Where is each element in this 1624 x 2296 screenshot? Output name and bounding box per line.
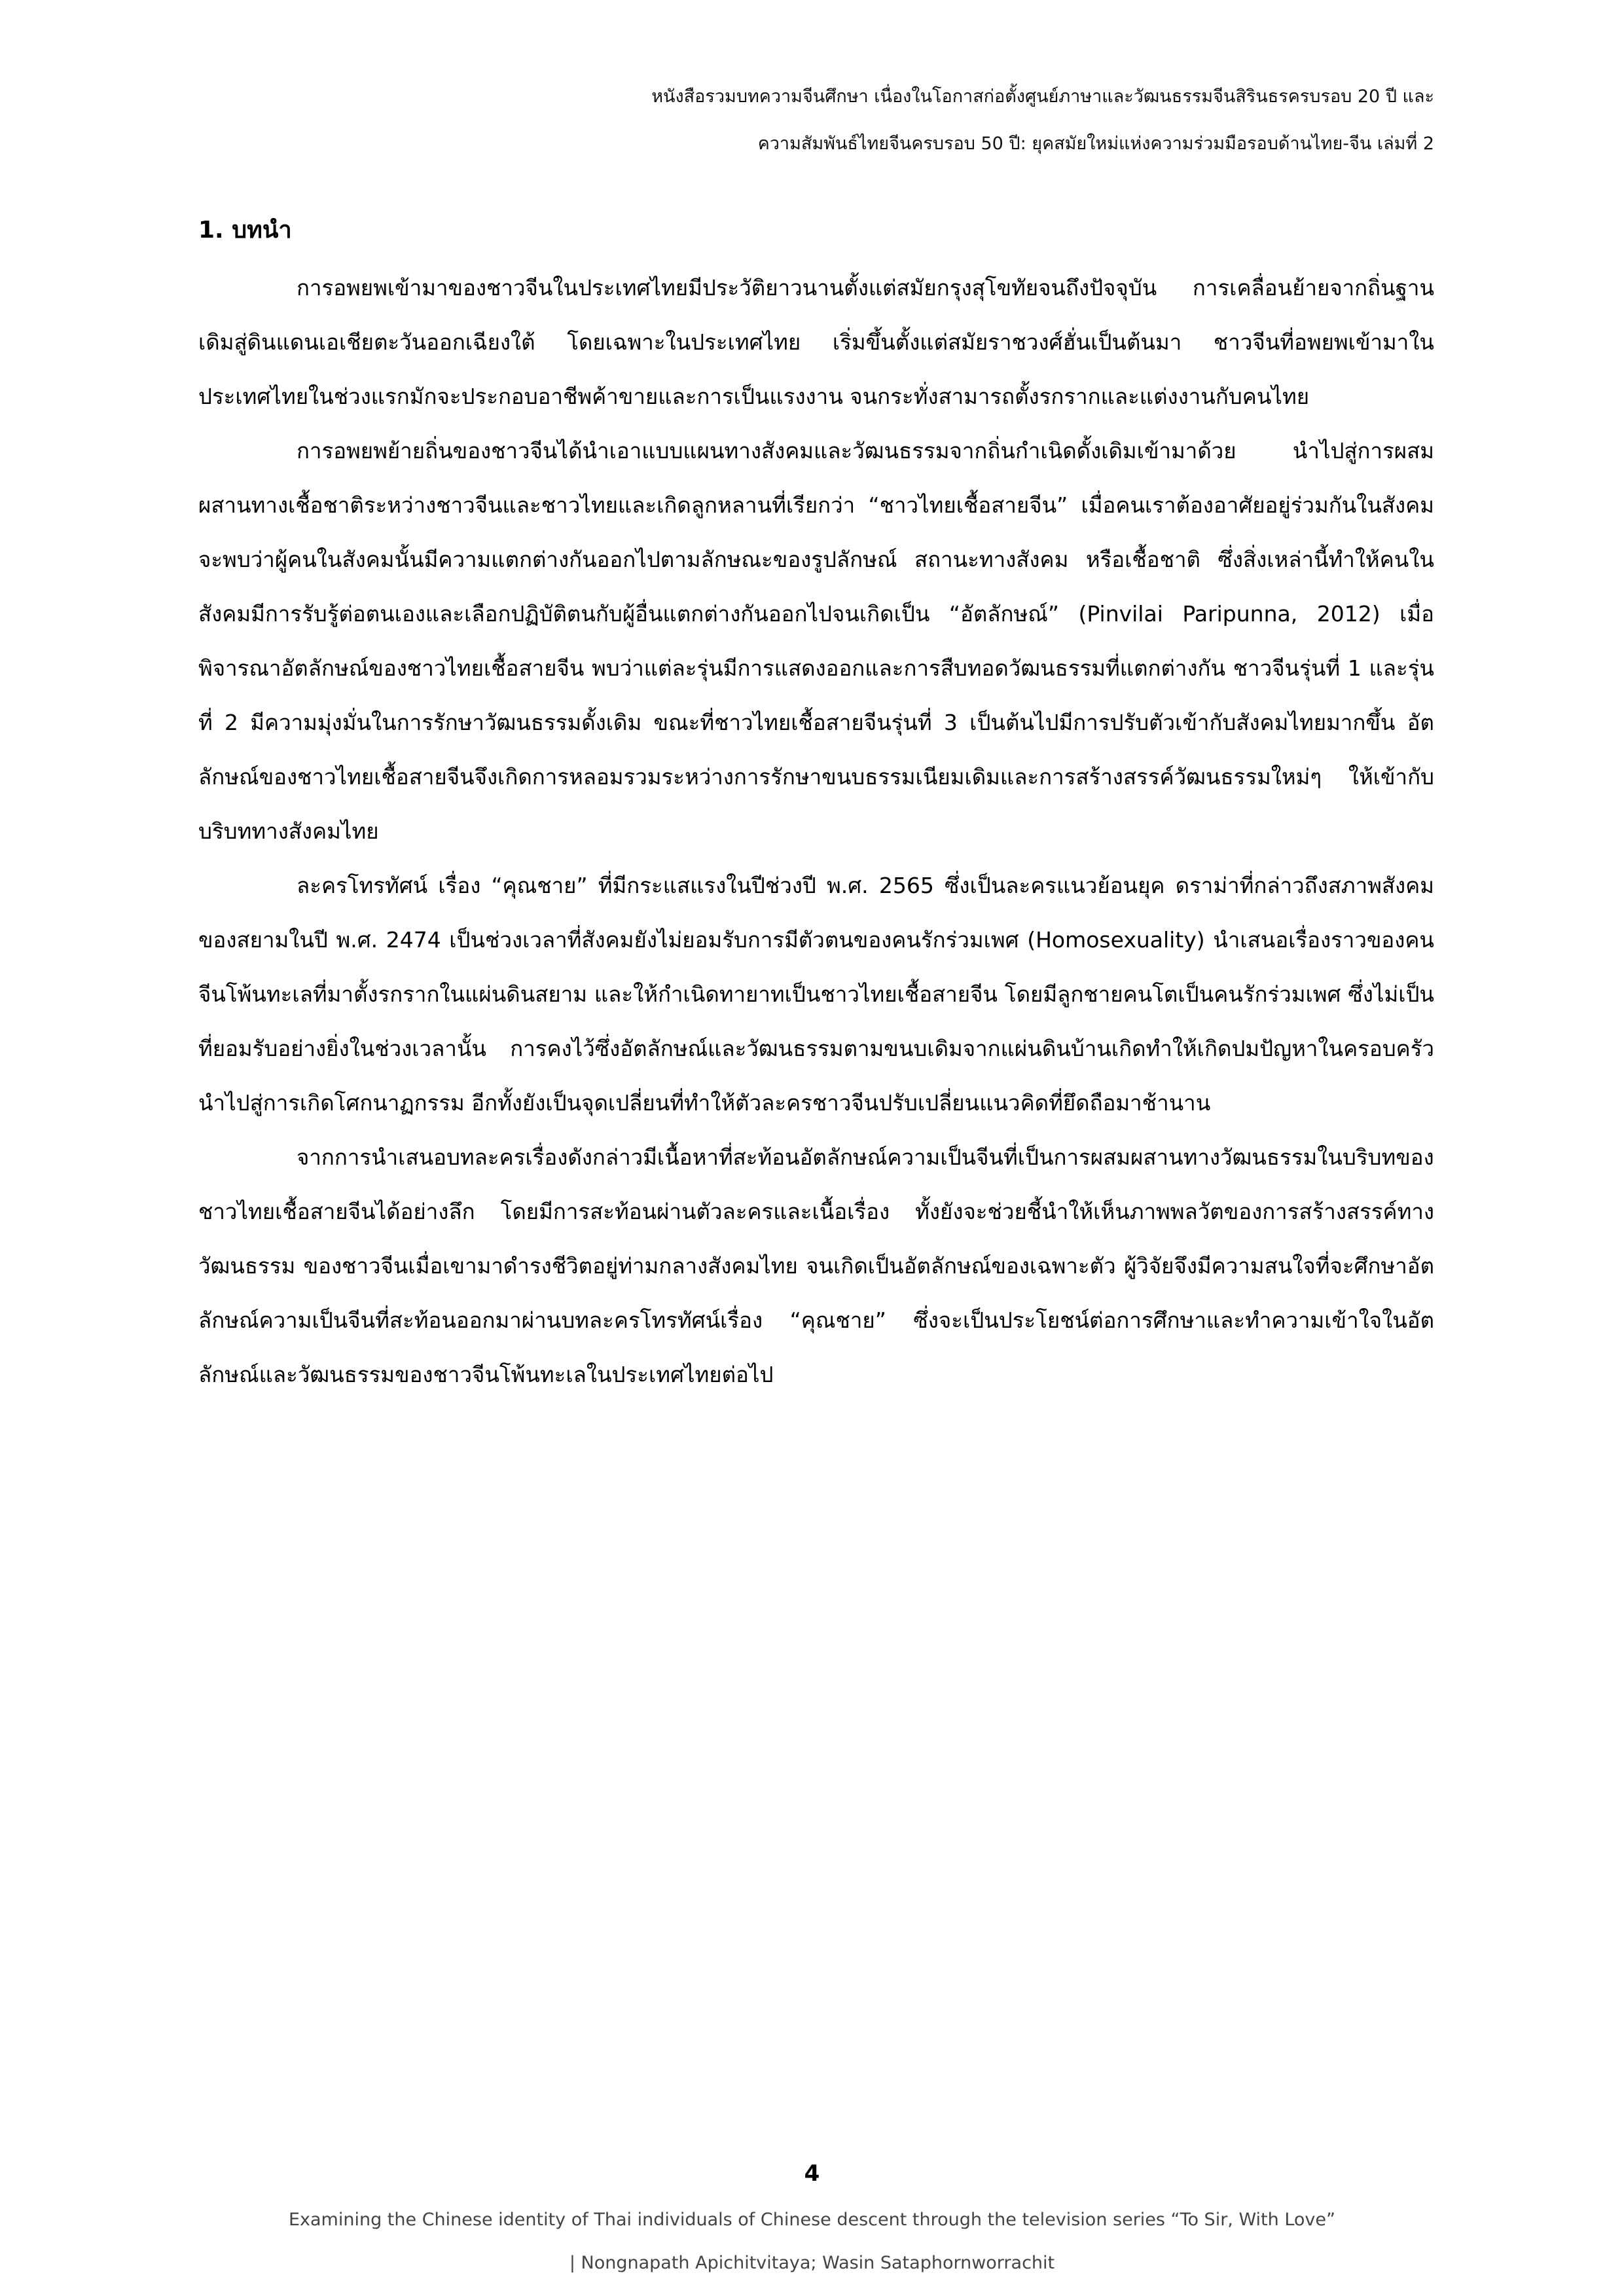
paragraph-2: การอพยพย้ายถิ่นของชาวจีนได้นำเอาแบบแผนทางสังคมและวัฒนธรรมจากถิ่นกำเนิดดั้งเดิมเข้ามาด้วย นำไปสู่การผสมผสานทางเชื้อชาติระหว่างชาวจีนและชาวไทยและเกิดลูกหลานที่เรียกว่า “ชาวไทยเชื้อสายจีน” เมื่อคนเราต้องอาศัยอยู่ร่วมกันในสังคมจะพบว่าผู้คนในสังคมนั้นมีความแตกต่างกันออกไปตามลักษณะของรูปลักษณ์ สถานะทางสังคม หรือเชื้อชาติ ซึ่งสิ่งเหล่านี้ทำให้คนในสังคมมีการรับรู้ต่อตนเองและเลือกปฏิบัติตนกับผู้อื่นแตกต่างกันออกไปจนเกิดเป็น “อัตลักษณ์” (Pinvilai Paripunna, 2012) เมื่อพิจารณาอัตลักษณ์ของชาวไทยเชื้อสายจีน พบว่าแต่ละรุ่นมีการแสดงออกและการสืบทอดวัฒนธรรมที่แตกต่างกัน ชาวจีนรุ่นที่ 1 และรุ่นที่ 2 มีความมุ่งมั่นในการรักษาวัฒนธรรมดั้งเดิม ขณะที่ชาวไทยเชื้อสายจีนรุ่นที่ 3 เป็นต้นไปมีการปรับตัวเข้ากับสังคมไทยมากขึ้น อัตลักษณ์ของชาวไทยเชื้อสายจีนจึงเกิดการหลอมรวมระหว่างการรักษาขนบธรรมเนียมเดิมและการสร้างสรรค์วัฒนธรรมใหม่ๆ ให้เข้ากับบริบททางสังคมไทย [198, 438, 1434, 844]
paragraph-1: การอพยพเข้ามาของชาวจีนในประเทศไทยมีประวัติยาวนานตั้งแต่สมัยกรุงสุโขทัยจนถึงปัจจุบัน การเคลื่อนย้ายจากถิ่นฐานเดิมสู่ดินแดนเอเชียตะวันออกเฉียงใต้ โดยเฉพาะในประเทศไทย เริ่มขึ้นตั้งแต่สมัยราชวงศ์ฮั่นเป็นต้นมา ชาวจีนที่อพยพเข้ามาในประเทศไทยในช่วงแรกมักจะประกอบอาชีพค้าขายและการเป็นแรงงาน จนกระทั่งสามารถตั้งรกรากและแต่งงานกับคนไทย [198, 275, 1434, 409]
page-number: 4 [804, 2160, 820, 2187]
page-footer [0, 2198, 1624, 2285]
running-header-line-1: หนังสือรวมบทความจีนศึกษา เนื่องในโอกาสก่อตั้งศูนย์ภาษาและวัฒนธรรมจีนสิรินธรครบรอบ 20 ปี และ [651, 86, 1434, 107]
paragraph-3: ละครโทรทัศน์ เรื่อง “คุณชาย” ที่มีกระแสแรงในปีช่วงปี พ.ศ. 2565 ซึ่งเป็นละครแนวย้อนยุค ดราม่าที่กล่าวถึงสภาพสังคมของสยามในปี พ.ศ. 2474 เป็นช่วงเวลาที่สังคมยังไม่ยอมรับการมีตัวตนของคนรักร่วมเพศ (Homosexuality) นำเสนอเรื่องราวของคนจีนโพ้นทะเลที่มาตั้งรกรากในแผ่นดินสยาม และให้กำเนิดทายาทเป็นชาวไทยเชื้อสายจีน โดยมีลูกชายคนโตเป็นคนรักร่วมเพศ ซึ่งไม่เป็นที่ยอมรับอย่างยิ่งในช่วงเวลานั้น การคงไว้ซึ่งอัตลักษณ์และวัฒนธรรมตามขนบเดิมจากแผ่นดินบ้านเกิดทำให้เกิดปมปัญหาในครอบครัว นำไปสู่การเกิดโศกนาฏกรรม อีกทั้งยังเป็นจุดเปลี่ยนที่ทำให้ตัวละครชาวจีนปรับเปลี่ยนแนวคิดที่ยึดถือมาช้านาน [198, 873, 1434, 1116]
body-text [198, 261, 1434, 1402]
running-header-line-2: ความสัมพันธ์ไทยจีนครบรอบ 50 ปี: ยุคสมัยใหม่แห่งความร่วมมือรอบด้านไทย-จีน เล่มที่ 2 [757, 134, 1434, 154]
footer-authors: | Nongnapath Apichitvitaya; Wasin Sataphornworrachit [569, 2253, 1055, 2273]
running-header [125, 73, 1434, 168]
footer-title: Examining the Chinese identity of Thai individuals of Chinese descent through the television series “To Sir, With Love” [288, 2210, 1336, 2230]
section-heading: 1. บทนำ [198, 217, 292, 244]
paragraph-4: จากการนำเสนอบทละครเรื่องดังกล่าวมีเนื้อหาที่สะท้อนอัตลักษณ์ความเป็นจีนที่เป็นการผสมผสานทางวัฒนธรรมในบริบทของชาวไทยเชื้อสายจีนได้อย่างลึก โดยมีการสะท้อนผ่านตัวละครและเนื้อเรื่อง ทั้งยังจะช่วยชี้นำให้เห็นภาพพลวัตของการสร้างสรรค์ทางวัฒนธรรม ของชาวจีนเมื่อเขามาดำรงชีวิตอยู่ท่ามกลางสังคมไทย จนเกิดเป็นอัตลักษณ์ของเฉพาะตัว ผู้วิจัยจึงมีความสนใจที่จะศึกษาอัตลักษณ์ความเป็นจีนที่สะท้อนออกมาผ่านบทละครโทรทัศน์เรื่อง “คุณชาย” ซึ่งจะเป็นประโยชน์ต่อการศึกษาและทำความเข้าใจในอัตลักษณ์และวัฒนธรรมของชาวจีนโพ้นทะเลในประเทศไทยต่อไป [198, 1144, 1434, 1387]
